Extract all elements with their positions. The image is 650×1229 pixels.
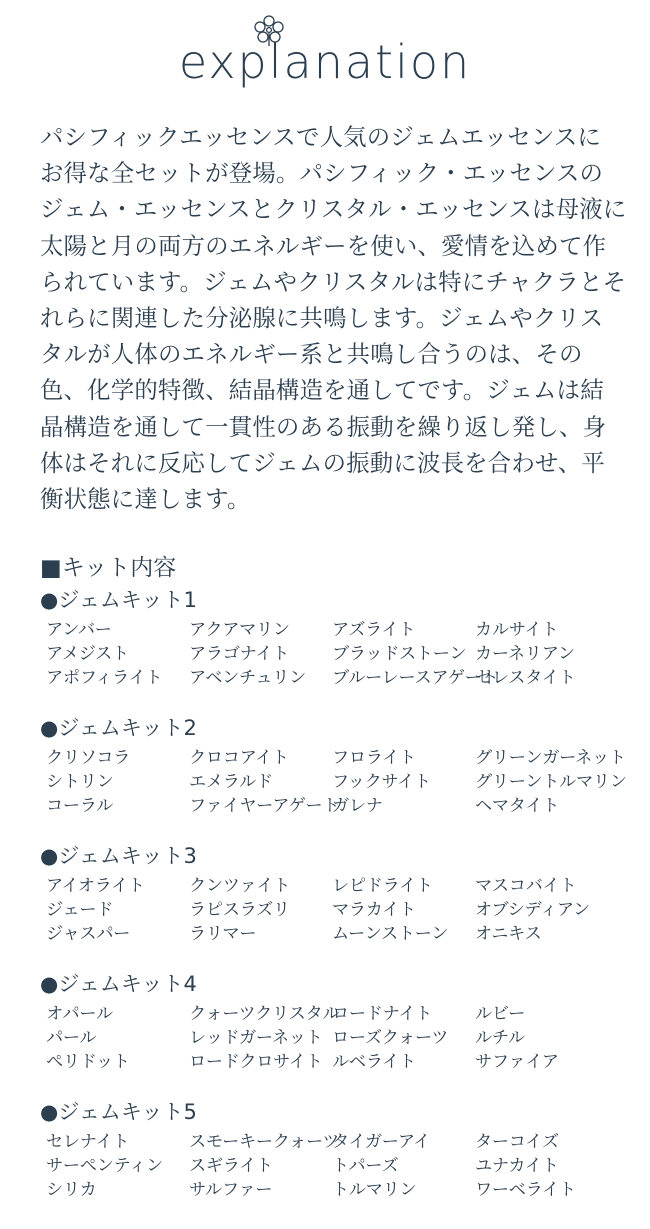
description-line: ジェム・エッセンスとクリスタル・エッセンスは母液に: [40, 195, 627, 224]
kit-item: ロードクロサイト: [189, 1052, 323, 1072]
description-line: タルが人体のエネルギー系と共鳴し合うのは、その: [40, 340, 583, 369]
kit-item: ルベライト: [332, 1052, 416, 1072]
kit-item: クリソコラ: [46, 748, 131, 768]
kit-item: トパーズ: [332, 1156, 399, 1176]
kit-item: ルビー: [475, 1004, 525, 1024]
kit-item: オパール: [46, 1004, 113, 1024]
kit-item: シリカ: [46, 1180, 97, 1200]
kit-item: ラリマー: [189, 924, 257, 944]
kit-item: カーネリアン: [475, 644, 575, 664]
kit-item: グリーントルマリン: [475, 772, 627, 792]
gem-kit-3: [40, 842, 640, 946]
kit-item: アンバー: [46, 620, 112, 640]
kit-item: アベンチュリン: [189, 668, 307, 688]
kit-item: アイオライト: [46, 876, 145, 896]
kit-item: シトリン: [46, 772, 114, 792]
kit-item: コーラル: [46, 796, 114, 816]
kit-title: ●ジェムキット3: [40, 844, 197, 868]
description-line: 色、化学的特徴、結晶構造を通してです。ジェムは結: [40, 376, 604, 405]
header: [0, 0, 650, 108]
kit-item: エメラルド: [189, 772, 273, 792]
kit-item-list: [40, 1002, 640, 1074]
gem-kit-4: [40, 970, 640, 1074]
kit-item: ブルーレースアゲート: [332, 668, 499, 688]
kit-item: サルファー: [189, 1180, 273, 1200]
kit-item: フロライト: [332, 748, 416, 768]
kit-item: レピドライト: [332, 876, 433, 896]
kit-title: ●ジェムキット4: [40, 972, 197, 996]
kit-item: ムーンストーン: [332, 924, 449, 944]
page-title: explanation: [178, 35, 472, 89]
kit-item: ワーベライト: [475, 1180, 576, 1200]
kit-item: ユナカイト: [475, 1156, 559, 1176]
kit-item: パール: [46, 1028, 97, 1048]
kit-item: ルチル: [475, 1028, 525, 1048]
kit-item: ジェード: [46, 900, 114, 920]
description-line: れらに関連した分泌腺に共鳴します。ジェムやクリス: [40, 304, 604, 333]
kit-title: ●ジェムキット5: [40, 1100, 197, 1124]
kit-item: レッドガーネット: [189, 1028, 323, 1048]
kit-item: ラピスラズリ: [189, 900, 290, 920]
kit-item: オブシディアン: [475, 900, 590, 920]
kit-item: クォーツクリスタル: [189, 1004, 340, 1024]
kit-item: グリーンガーネット: [475, 748, 626, 768]
kit-item: マラカイト: [332, 900, 416, 920]
kit-item: ロードナイト: [332, 1004, 433, 1024]
kit-item: クンツァイト: [189, 876, 291, 896]
description-line: 太陽と月の両方のエネルギーを使い、愛情を込めて作: [40, 231, 607, 260]
kit-item: ヘマタイト: [475, 796, 560, 816]
description-line: られています。ジェムやクリスタルは特にチャクラとそ: [40, 267, 627, 296]
kit-item: カルサイト: [475, 620, 559, 640]
description-line: 晶構造を通して一貫性のある振動を繰り返し発し、身: [40, 412, 607, 441]
kit-item: ファイヤーアゲート: [189, 796, 340, 816]
description-line: 体はそれに反応してジェムの振動に波長を合わせ、平: [40, 448, 606, 477]
kit-item: アラゴナイト: [189, 644, 290, 664]
kit-item: ペリドット: [46, 1052, 130, 1072]
kit-item-list: [40, 618, 640, 690]
description-line: 衡状態に達します。: [40, 485, 251, 514]
kit-item: サーペンティン: [46, 1156, 163, 1176]
kit-item: トルマリン: [332, 1180, 417, 1200]
gem-kit-5: [40, 1098, 640, 1202]
gem-kit-1: [40, 586, 640, 690]
description-text: [40, 119, 627, 517]
kit-item: スモーキークォーツ: [189, 1132, 340, 1152]
kit-item: ブラッドストーン: [332, 644, 467, 664]
kit-item-list: [40, 874, 640, 946]
kit-item: スギライト: [189, 1156, 273, 1176]
kit-item: タイガーアイ: [332, 1132, 431, 1152]
kit-item-list: [40, 1130, 640, 1202]
kit-item: ジャスパー: [46, 924, 131, 944]
kit-item-list: [40, 746, 640, 818]
kit-title: ●ジェムキット1: [40, 588, 197, 612]
description-line: お得な全セットが登場。パシフィック・エッセンスの: [40, 159, 604, 188]
kit-item: オニキス: [475, 924, 542, 944]
kit-item: フックサイト: [332, 772, 431, 792]
kit-item: ガレナ: [332, 796, 383, 816]
kit-item: アズライト: [332, 620, 416, 640]
gem-kit-2: [40, 714, 640, 818]
kit-item: セレナイト: [46, 1132, 130, 1152]
kit-item: アクアマリン: [189, 620, 290, 640]
description-line: パシフィックエッセンスで人気のジェムエッセンスに: [40, 123, 602, 151]
kit-item: セレスタイト: [475, 668, 576, 688]
kit-item: ターコイズ: [475, 1132, 559, 1152]
kit-item: ローズクォーツ: [332, 1028, 449, 1048]
kit-item: サファイア: [475, 1052, 559, 1072]
kit-title: ●ジェムキット2: [40, 716, 197, 740]
kit-item: アポフィライト: [46, 668, 163, 688]
kit-contents-heading: ■キット内容: [40, 555, 177, 581]
kit-item: クロコアイト: [189, 748, 289, 768]
kit-item: アメジスト: [46, 644, 129, 664]
kit-item: マスコバイト: [475, 876, 577, 896]
